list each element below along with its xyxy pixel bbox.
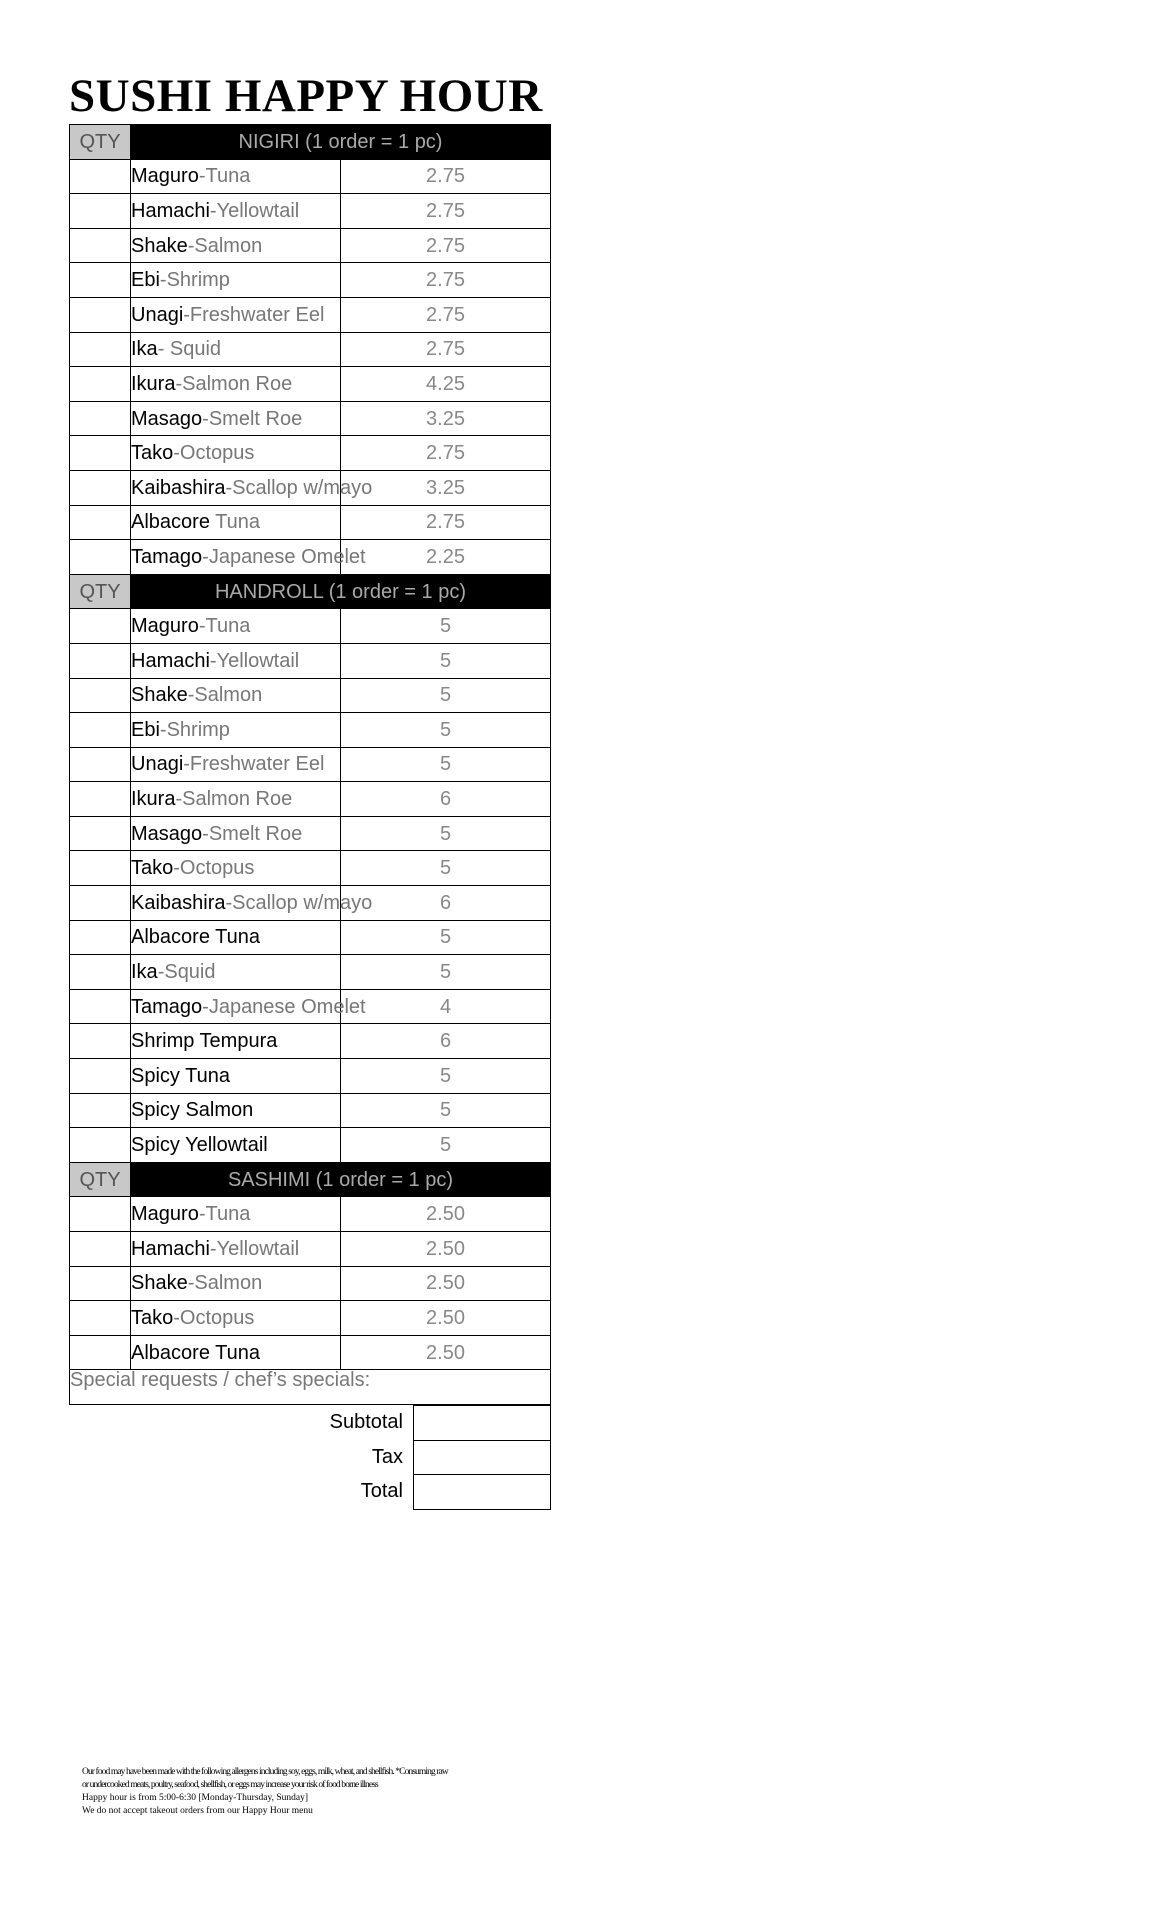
menu-item-row [70,886,551,921]
item-japanese-name: Kaibashira [131,891,226,914]
item-english-name: -Salmon Roe [175,372,293,395]
section-title: SASHIMI (1 order = 1 pc) [131,1162,551,1197]
item-price: 2.75 [341,228,551,263]
special-requests-row [70,1370,551,1405]
qty-input[interactable] [70,540,131,575]
qty-input[interactable] [70,1197,131,1232]
menu-item-row [70,228,551,263]
item-english-name: -Tuna [198,615,251,638]
menu-item-row [70,1301,551,1336]
qty-input[interactable] [70,713,131,748]
menu-item-row [70,782,551,817]
item-english-name: -Shrimp [159,718,230,741]
item-english-name: - Squid [157,338,222,361]
special-requests-field[interactable] [70,1370,551,1405]
qty-input[interactable] [70,747,131,782]
subtotal-box[interactable] [414,1405,551,1440]
item-price: 4.25 [341,367,551,402]
item-name [131,1335,341,1370]
total-row [69,1475,551,1510]
item-price: 3.25 [341,401,551,436]
item-name [131,1128,341,1163]
item-name [131,297,341,332]
item-name [131,332,341,367]
qty-input[interactable] [70,332,131,367]
qty-input[interactable] [70,955,131,990]
item-english-name: -Tuna [198,1203,251,1226]
menu-item-row [70,297,551,332]
qty-input[interactable] [70,1093,131,1128]
item-price: 3.25 [341,470,551,505]
item-english-name: -Salmon [187,234,263,257]
menu-item-row [70,816,551,851]
item-japanese-name: Tamago [131,995,203,1018]
item-japanese-name: Tako [131,442,174,465]
item-japanese-name: Hamachi [131,1237,210,1260]
item-price: 2.75 [341,194,551,229]
qty-input[interactable] [70,851,131,886]
item-english-name: -Freshwater Eel [183,303,325,326]
qty-input[interactable] [70,367,131,402]
item-japanese-name: Tako [131,857,174,880]
item-price: 2.50 [341,1197,551,1232]
item-japanese-name: Ika [131,961,158,984]
item-name [131,1093,341,1128]
item-name [131,643,341,678]
menu-table-body [70,125,551,1370]
item-price: 2.75 [341,297,551,332]
item-japanese-name: Maguro [131,615,199,638]
menu-item-row [70,540,551,575]
menu-item-row [70,609,551,644]
menu-item-row [70,1197,551,1232]
item-price: 5 [341,713,551,748]
item-english-name: -Scallop w/mayo [225,476,373,499]
section-header-row [70,1162,551,1197]
item-name [131,194,341,229]
item-price: 4 [341,989,551,1024]
allergen-notice-line-2: or undercooked meats, poultry, seafood, shellfish, or eggs may increase your risk of food borne illness [82,1780,378,1790]
item-english-name: -Salmon [187,1272,263,1295]
item-name [131,1059,341,1094]
qty-input[interactable] [70,1059,131,1094]
menu-item-row [70,851,551,886]
item-name [131,920,341,955]
menu-item-row [70,367,551,402]
item-japanese-name: Maguro [131,165,199,188]
qty-input[interactable] [70,1335,131,1370]
qty-input[interactable] [70,505,131,540]
item-name [131,1197,341,1232]
item-name [131,1301,341,1336]
item-name [131,401,341,436]
menu-item-row [70,678,551,713]
tax-box[interactable] [414,1440,551,1475]
item-english-name: -Scallop w/mayo [225,891,373,914]
menu-item-row [70,1024,551,1059]
item-name [131,851,341,886]
menu-item-row [70,470,551,505]
allergen-notice-line-1: Our food may have been made with the following allergens including soy, eggs, milk, wheat, and shellfish. *Consuming raw [82,1767,448,1777]
item-price: 6 [341,886,551,921]
item-english-name: -Shrimp [159,269,230,292]
qty-input[interactable] [70,1128,131,1163]
item-japanese-name: Albacore Tuna [131,1341,260,1364]
qty-input[interactable] [70,609,131,644]
qty-input[interactable] [70,1301,131,1336]
qty-input[interactable] [70,228,131,263]
item-english-name: -Yellowtail [209,199,300,222]
menu-item-row [70,989,551,1024]
item-japanese-name: Shrimp Tempura [131,1030,278,1053]
order-sheet [69,68,551,1510]
menu-item-row [70,505,551,540]
item-japanese-name: Albacore [131,511,210,534]
item-price: 2.75 [341,436,551,471]
qty-input[interactable] [70,886,131,921]
item-japanese-name: Unagi [131,303,184,326]
section-header-row [70,574,551,609]
qty-header: QTY [70,125,131,160]
item-japanese-name: Hamachi [131,649,210,672]
item-japanese-name: Unagi [131,753,184,776]
qty-header: QTY [70,574,131,609]
item-japanese-name: Maguro [131,1203,199,1226]
item-english-name: -Yellowtail [209,1237,300,1260]
item-price: 2.50 [341,1301,551,1336]
item-japanese-name: Spicy Tuna [131,1064,230,1087]
item-japanese-name: Spicy Salmon [131,1099,254,1122]
menu-item-row [70,1059,551,1094]
item-english-name: -Octopus [173,857,255,880]
item-price: 2.75 [341,159,551,194]
item-english-name: -Squid [157,961,216,984]
qty-input[interactable] [70,297,131,332]
item-english-name: -Smelt Roe [202,822,303,845]
item-name [131,609,341,644]
item-name [131,1024,341,1059]
item-japanese-name: Masago [131,407,203,430]
menu-item-row [70,159,551,194]
item-price: 5 [341,955,551,990]
item-japanese-name: Kaibashira [131,476,226,499]
item-name [131,436,341,471]
item-name [131,816,341,851]
menu-item-row [70,1093,551,1128]
item-price: 5 [341,678,551,713]
item-price: 2.50 [341,1266,551,1301]
qty-input[interactable] [70,816,131,851]
item-price: 5 [341,920,551,955]
item-name [131,713,341,748]
item-price: 2.75 [341,263,551,298]
item-english-name: -Japanese Omelet [202,545,366,568]
qty-input[interactable] [70,401,131,436]
item-name [131,367,341,402]
item-price: 2.75 [341,332,551,367]
item-english-name: -Freshwater Eel [183,753,325,776]
menu-item-row [70,747,551,782]
item-price: 2.25 [341,540,551,575]
item-japanese-name: Masago [131,822,203,845]
item-japanese-name: Hamachi [131,199,210,222]
menu-item-row [70,1128,551,1163]
total-box[interactable] [414,1475,551,1510]
item-price: 6 [341,782,551,817]
item-english-name: -Salmon [187,684,263,707]
item-japanese-name: Shake [131,684,188,707]
item-name [131,505,341,540]
footer-notes [82,1766,552,1818]
tax-row [69,1440,551,1475]
item-name [131,228,341,263]
menu-item-row [70,955,551,990]
qty-header: QTY [70,1162,131,1197]
item-price: 5 [341,1093,551,1128]
qty-input[interactable] [70,1232,131,1267]
menu-item-row [70,1232,551,1267]
qty-input[interactable] [70,263,131,298]
qty-input[interactable] [70,194,131,229]
item-japanese-name: Shake [131,234,188,257]
item-name [131,263,341,298]
menu-item-row [70,1266,551,1301]
item-japanese-name: Ebi [131,718,160,741]
menu-item-row [70,1335,551,1370]
qty-input[interactable] [70,989,131,1024]
item-price: 5 [341,1059,551,1094]
item-japanese-name: Ika [131,338,158,361]
item-name [131,1232,341,1267]
item-price: 5 [341,609,551,644]
item-name [131,955,341,990]
special-requests-label: Special requests / chef’s specials: [70,1369,371,1392]
qty-input[interactable] [70,1266,131,1301]
menu-item-row [70,194,551,229]
menu-item-row [70,332,551,367]
item-japanese-name: Ikura [131,788,176,811]
qty-input[interactable] [70,159,131,194]
total-label: Total [360,1480,403,1503]
menu-item-row [70,643,551,678]
section-title: HANDROLL (1 order = 1 pc) [131,574,551,609]
menu-item-row [70,436,551,471]
item-english-name: -Octopus [173,442,255,465]
item-price: 5 [341,643,551,678]
item-name [131,159,341,194]
item-english-name: -Octopus [173,1306,255,1329]
item-price: 5 [341,1128,551,1163]
page-title: SUSHI HAPPY HOUR [69,70,543,122]
subtotal-row [69,1405,551,1440]
qty-input[interactable] [70,1024,131,1059]
item-price: 5 [341,816,551,851]
totals-table [69,1405,551,1510]
menu-item-row [70,401,551,436]
item-japanese-name: Tako [131,1306,174,1329]
item-japanese-name: Ebi [131,269,160,292]
qty-input[interactable] [70,920,131,955]
takeout-notice: We do not accept takeout orders from our Happy Hour menu [82,1806,313,1816]
item-name [131,1266,341,1301]
tax-label: Tax [371,1445,403,1468]
item-name [131,540,366,575]
item-english-name: Tuna [209,511,260,534]
menu-item-row [70,713,551,748]
item-english-name: -Smelt Roe [202,407,303,430]
item-price: 2.75 [341,505,551,540]
section-header-row [70,125,551,160]
item-name [131,470,373,505]
qty-input[interactable] [70,782,131,817]
item-name [131,989,366,1024]
menu-item-row [70,263,551,298]
item-japanese-name: Ikura [131,372,176,395]
item-name [131,678,341,713]
item-name [131,747,341,782]
item-price: 5 [341,851,551,886]
happy-hour-times: Happy hour is from 5:00-6:30 [Monday-Thursday, Sunday] [82,1793,309,1803]
subtotal-label: Subtotal [329,1411,403,1434]
item-english-name: -Salmon Roe [175,788,293,811]
item-name [131,886,373,921]
item-name [131,782,341,817]
item-japanese-name: Spicy Yellowtail [131,1134,268,1157]
qty-input[interactable] [70,436,131,471]
qty-input[interactable] [70,643,131,678]
item-english-name: -Yellowtail [209,649,300,672]
item-price: 2.50 [341,1232,551,1267]
item-english-name: -Tuna [198,165,251,188]
item-japanese-name: Albacore Tuna [131,926,260,949]
item-price: 5 [341,747,551,782]
section-title: NIGIRI (1 order = 1 pc) [131,125,551,160]
qty-input[interactable] [70,470,131,505]
menu-item-row [70,920,551,955]
menu-table [69,124,551,1405]
item-japanese-name: Shake [131,1272,188,1295]
item-japanese-name: Tamago [131,545,203,568]
item-price: 6 [341,1024,551,1059]
item-english-name: -Japanese Omelet [202,995,366,1018]
item-price: 2.50 [341,1335,551,1370]
qty-input[interactable] [70,678,131,713]
